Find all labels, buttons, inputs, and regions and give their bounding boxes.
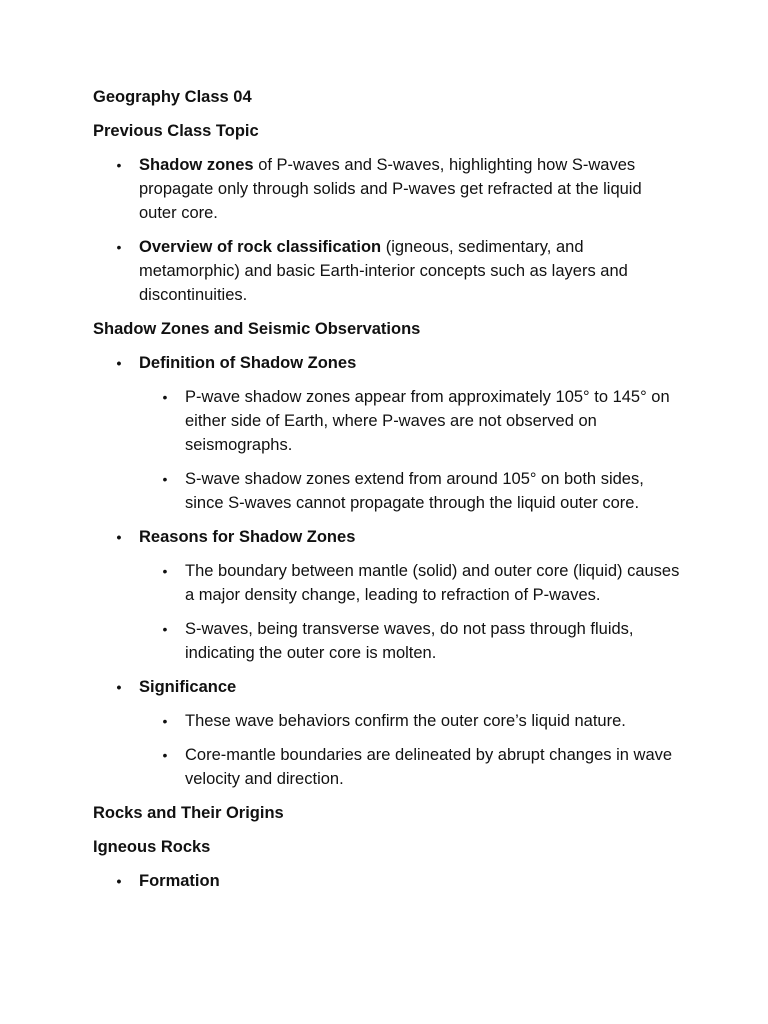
bullet-icon: • [162, 389, 168, 405]
bullet-icon: • [116, 355, 122, 371]
subheading-label: Reasons for Shadow Zones [139, 528, 356, 546]
item-text: S-waves, being transverse waves, do not pass through fluids, indicating the outer core is molten. [185, 620, 634, 662]
document-title: Geography Class 04 [93, 88, 252, 106]
rocks-heading: Rocks and Their Origins [93, 804, 284, 822]
list-item [93, 559, 683, 607]
bullet-icon: • [162, 471, 168, 487]
document-page [93, 85, 683, 903]
list-item [93, 617, 683, 665]
item-text: S-wave shadow zones extend from around 105° on both sides, since S-waves cannot propagate through the liquid outer core. [185, 470, 644, 512]
list-item [93, 709, 683, 733]
shadow-zones-heading: Shadow Zones and Seismic Observations [93, 320, 421, 338]
list-item [93, 467, 683, 515]
item-text: The boundary between mantle (solid) and outer core (liquid) causes a major density change, leading to refraction of P-waves. [185, 562, 680, 604]
bullet-icon: • [116, 157, 122, 173]
shadow-zones-list [93, 351, 683, 791]
bullet-icon: • [162, 747, 168, 763]
subheading-definition [93, 351, 683, 375]
item-emphasis: Shadow zones [139, 156, 254, 174]
igneous-list [93, 869, 683, 893]
subheading-formation [93, 869, 683, 893]
subheading-reasons [93, 525, 683, 549]
item-text: Core-mantle boundaries are delineated by abrupt changes in wave velocity and direction. [185, 746, 673, 788]
list-item [93, 743, 683, 791]
list-item [93, 235, 683, 307]
subheading-label: Formation [139, 872, 220, 890]
item-text: of P-waves and S-waves, highlighting how S-waves propagate only through solids and P-waves get refracted at the liquid outer core. [139, 156, 642, 222]
subheading-significance [93, 675, 683, 699]
bullet-icon: • [116, 529, 122, 545]
bullet-icon: • [116, 239, 122, 255]
previous-topic-heading: Previous Class Topic [93, 122, 259, 140]
item-text: (igneous, sedimentary, and metamorphic) and basic Earth-interior concepts such as layers and discontinuities. [139, 238, 628, 304]
list-item [93, 385, 683, 457]
item-text: P-wave shadow zones appear from approximately 105° to 145° on either side of Earth, where P-waves are not observed on seismographs. [185, 388, 670, 454]
bullet-icon: • [162, 713, 168, 729]
previous-topic-list [93, 153, 683, 307]
bullet-icon: • [116, 873, 122, 889]
subheading-label: Definition of Shadow Zones [139, 354, 357, 372]
list-item [93, 153, 683, 225]
item-text: These wave behaviors confirm the outer core’s liquid nature. [185, 712, 626, 730]
item-emphasis: Overview of rock classification [139, 238, 382, 256]
bullet-icon: • [162, 621, 168, 637]
subheading-label: Significance [139, 678, 237, 696]
bullet-icon: • [162, 563, 168, 579]
igneous-heading: Igneous Rocks [93, 838, 211, 856]
bullet-icon: • [116, 679, 122, 695]
